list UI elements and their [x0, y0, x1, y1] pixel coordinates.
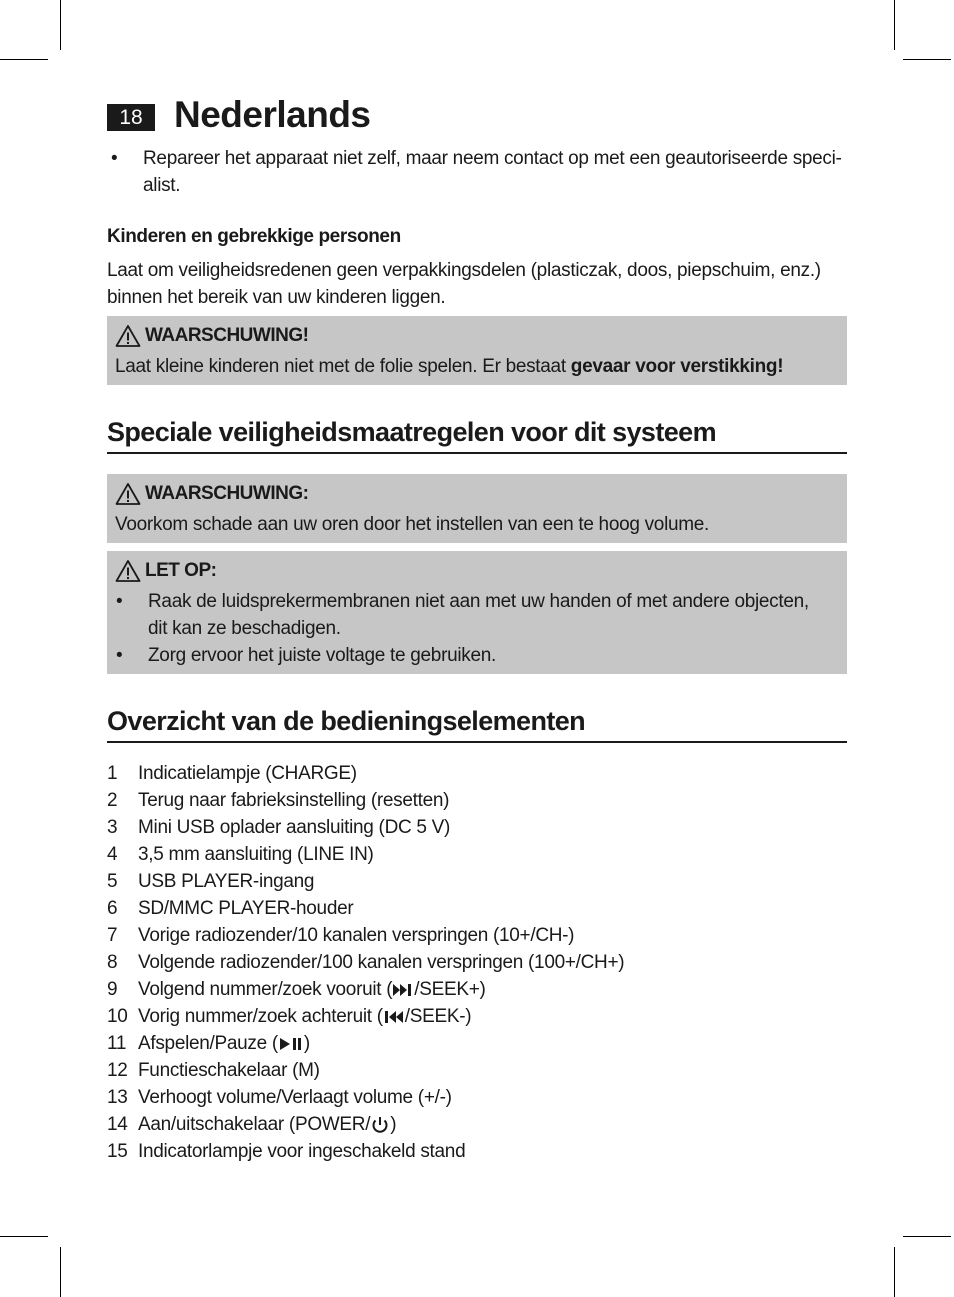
- item-number: 14: [107, 1114, 128, 1135]
- item-label-pre: Vorig nummer/zoek achteruit (: [138, 1006, 383, 1027]
- section-subheading: Kinderen en gebrekkige personen: [107, 226, 401, 247]
- item-number: 1: [107, 763, 118, 784]
- list-item: [107, 1057, 847, 1084]
- controls-list: [107, 760, 847, 1165]
- list-item: [107, 1111, 847, 1138]
- bullet-marker: •: [116, 591, 123, 612]
- crop-mark: [903, 1236, 951, 1237]
- list-item: [107, 841, 847, 868]
- crop-mark: [903, 59, 951, 60]
- bullet-marker: •: [116, 645, 123, 666]
- item-label-post: ): [390, 1114, 397, 1135]
- item-number: 8: [107, 952, 118, 973]
- item-label: Vorige radiozender/10 kanalen verspringen (10+/CH-): [138, 925, 575, 946]
- caution-item-line-1: Raak de luidsprekermembranen niet aan met uw handen of met andere objecten,: [148, 591, 809, 612]
- item-label: USB PLAYER-ingang: [138, 871, 315, 892]
- previous-track-icon: [383, 1009, 405, 1025]
- item-number: 7: [107, 925, 118, 946]
- item-number: 15: [107, 1141, 128, 1162]
- item-number: 12: [107, 1060, 128, 1081]
- item-label: Mini USB oplader aansluiting (DC 5 V): [138, 817, 451, 838]
- warning-emphasis: gevaar voor verstikking!: [570, 356, 784, 377]
- section-title: Speciale veiligheidsmaatregelen voor dit systeem: [107, 417, 847, 454]
- caution-title-text: LET OP:: [145, 560, 217, 581]
- item-label: Functieschakelaar (M): [138, 1060, 320, 1081]
- item-number: 11: [107, 1033, 127, 1054]
- caution-item: [116, 642, 836, 669]
- crop-mark: [0, 59, 48, 60]
- item-label: Terug naar fabrieksinstelling (resetten): [138, 790, 450, 811]
- warning-title-text: WAARSCHUWING!: [145, 325, 309, 346]
- play-pause-icon: [278, 1036, 304, 1052]
- warning-triangle-icon: [115, 559, 141, 583]
- page-title: Nederlands: [174, 94, 371, 135]
- item-label: Volgende radiozender/100 kanalen verspringen (100+/CH+): [138, 952, 625, 973]
- warning-title: [115, 324, 308, 348]
- warning-box: [107, 474, 847, 543]
- item-label: [138, 1111, 396, 1138]
- item-number: 4: [107, 844, 118, 865]
- item-number: 13: [107, 1087, 128, 1108]
- warning-title-text: WAARSCHUWING:: [145, 483, 309, 504]
- item-label: [138, 1030, 310, 1057]
- crop-mark: [60, 1247, 61, 1297]
- warning-text-plain: Laat kleine kinderen niet met de folie spelen. Er bestaat: [115, 356, 571, 377]
- item-number: 6: [107, 898, 118, 919]
- item-label-pre: Aan/uitschakelaar (POWER/: [138, 1114, 371, 1135]
- crop-mark: [60, 0, 61, 50]
- item-label-post: /SEEK+): [414, 979, 486, 1000]
- warning-triangle-icon: [115, 324, 141, 348]
- list-item: [107, 868, 847, 895]
- caution-item-line-2: dit kan ze beschadigen.: [148, 618, 341, 639]
- list-item: [107, 1084, 847, 1111]
- power-icon: [370, 1116, 390, 1134]
- list-item: [107, 814, 847, 841]
- item-number: 5: [107, 871, 118, 892]
- warning-text: [115, 353, 843, 380]
- item-number: 2: [107, 790, 118, 811]
- warning-title: [115, 482, 308, 506]
- item-label: Indicatielampje (CHARGE): [138, 763, 357, 784]
- caution-item: [116, 588, 836, 642]
- item-number: 9: [107, 979, 118, 1000]
- page-number: 18: [107, 104, 155, 131]
- section-title: Overzicht van de bedieningselementen: [107, 706, 847, 743]
- paragraph-line: Laat om veiligheidsredenen geen verpakkingsdelen (plasticzak, doos, piepschuim, enz.): [107, 260, 821, 281]
- item-label: [138, 976, 486, 1003]
- list-item: [107, 976, 847, 1003]
- list-item: [107, 1003, 847, 1030]
- item-label: Verhoogt volume/Verlaagt volume (+/-): [138, 1087, 452, 1108]
- bullet-line-2: alist.: [143, 175, 181, 196]
- list-item: [107, 760, 847, 787]
- item-label: Indicatorlampje voor ingeschakeld stand: [138, 1141, 466, 1162]
- intro-bullet: [111, 145, 851, 201]
- item-label-post: /SEEK-): [404, 1006, 472, 1027]
- crop-mark: [894, 1247, 895, 1297]
- caution-box: [107, 551, 847, 674]
- item-number: 3: [107, 817, 118, 838]
- caution-item-text: Zorg ervoor het juiste voltage te gebruiken.: [148, 645, 497, 666]
- list-item: [107, 895, 847, 922]
- list-item: [107, 949, 847, 976]
- warning-text: Voorkom schade aan uw oren door het instellen van een te hoog volume.: [115, 514, 710, 535]
- crop-mark: [894, 0, 895, 50]
- next-track-icon: [392, 982, 414, 998]
- bullet-line-1: Repareer het apparaat niet zelf, maar neem contact op met een geautoriseerde speci-: [143, 148, 842, 169]
- item-label: [138, 1003, 471, 1030]
- item-label: 3,5 mm aansluiting (LINE IN): [138, 844, 374, 865]
- crop-mark: [0, 1236, 48, 1237]
- list-item: [107, 1138, 847, 1165]
- item-label: SD/MMC PLAYER-houder: [138, 898, 354, 919]
- item-number: 10: [107, 1006, 128, 1027]
- bullet-marker: •: [111, 148, 118, 169]
- item-label-pre: Volgend nummer/zoek vooruit (: [138, 979, 393, 1000]
- item-label-pre: Afspelen/Pauze (: [138, 1033, 278, 1054]
- warning-triangle-icon: [115, 482, 141, 506]
- list-item: [107, 922, 847, 949]
- list-item: [107, 787, 847, 814]
- list-item: [107, 1030, 847, 1057]
- warning-box: [107, 316, 847, 385]
- caution-title: [115, 559, 216, 583]
- paragraph-line: binnen het bereik van uw kinderen liggen.: [107, 287, 446, 308]
- item-label-post: ): [303, 1033, 310, 1054]
